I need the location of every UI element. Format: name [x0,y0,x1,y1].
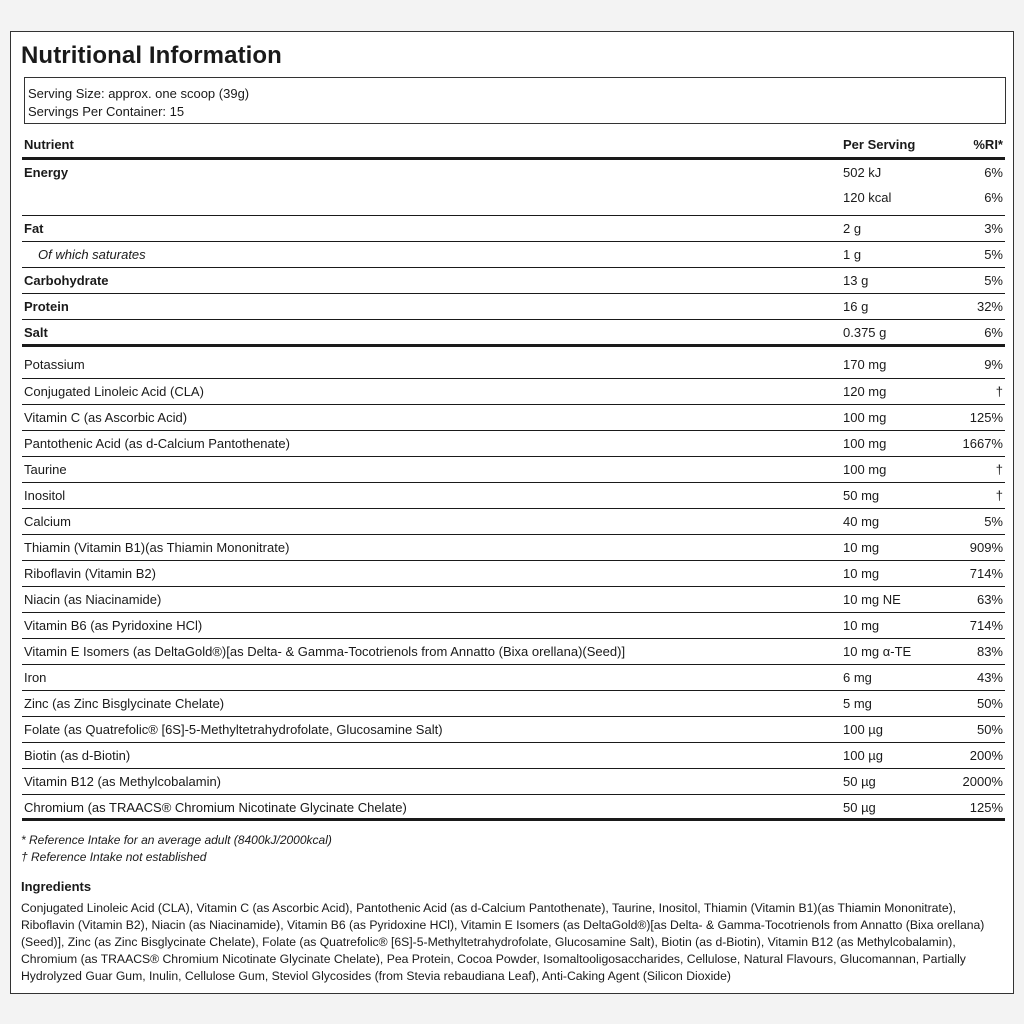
servings-per-container: Servings Per Container: 15 [28,104,185,119]
nutrient-name: Carbohydrate [24,273,109,288]
nutrient-name: Niacin (as Niacinamide) [24,592,162,607]
nutrient-value: 5 mg [843,696,872,711]
table-row [22,665,1005,691]
table-row [22,457,1005,483]
nutrient-value: 13 g [843,273,869,288]
nutrient-name: Riboflavin (Vitamin B2) [24,566,156,581]
nutrient-name: Calcium [24,514,71,529]
nutrient-ri: 63% [976,592,1003,607]
nutrient-ri: 1667% [962,436,1003,451]
footnote-ri: * Reference Intake for an average adult (8400kJ/2000kcal) [21,833,332,847]
nutrient-value: 10 mg NE [843,592,901,607]
nutrient-name: Potassium [24,357,85,372]
nutrient-name: Vitamin C (as Ascorbic Acid) [24,410,188,425]
nutrient-value: 10 mg α-TE [843,644,912,659]
nutrient-ri: 9% [984,357,1003,372]
energy-row [22,160,1005,216]
energy-kj: 502 kJ [843,165,882,180]
header-ri: %RI* [973,137,1003,152]
table-row [22,347,1005,379]
energy-kj-ri: 6% [984,165,1003,180]
nutrient-ri: 32% [976,299,1003,314]
nutrient-name: Salt [24,325,48,340]
table-row [22,483,1005,509]
macro-rows [22,216,1005,347]
table-row [22,743,1005,769]
nutrient-ri: 5% [984,273,1003,288]
nutrient-name: Of which saturates [38,247,146,262]
table-row [22,431,1005,457]
nutrient-value: 1 g [843,247,862,262]
nutrient-ri: 6% [984,325,1003,340]
nutrient-value: 0.375 g [843,325,887,340]
micro-rows [22,347,1005,821]
nutrient-ri: † [995,462,1003,477]
nutrient-value: 50 µg [843,774,876,789]
nutrient-name: Zinc (as Zinc Bisglycinate Chelate) [24,696,225,711]
nutrient-value: 2 g [843,221,862,236]
nutrient-name: Vitamin B6 (as Pyridoxine HCl) [24,618,203,633]
energy-kcal: 120 kcal [843,190,892,205]
table-row [22,613,1005,639]
table-row [22,717,1005,743]
nutrient-ri: 125% [969,410,1003,425]
nutrient-value: 10 mg [843,566,880,581]
nutrient-ri: † [995,488,1003,503]
nutrient-name: Vitamin E Isomers (as DeltaGold®)[as Delta- & Gamma-Tocotrienols from Annatto (Bixa orellana)(Seed)] [24,644,626,659]
table-row [22,405,1005,431]
nutrient-name: Fat [24,221,44,236]
table-row [22,691,1005,717]
table-row [22,509,1005,535]
nutrient-value: 6 mg [843,670,872,685]
table-row [22,320,1005,347]
ingredients-title: Ingredients [21,879,92,894]
footnotes [21,832,332,866]
energy-label: Energy [24,165,69,180]
nutrient-value: 50 µg [843,800,876,815]
nutrient-name: Biotin (as d-Biotin) [24,748,131,763]
nutrient-ri: 714% [969,618,1003,633]
nutrient-ri: 5% [984,247,1003,262]
header-nutrient: Nutrient [24,137,74,152]
nutrient-value: 120 mg [843,384,887,399]
table-row [22,216,1005,242]
nutrient-name: Inositol [24,488,66,503]
nutrient-value: 100 µg [843,722,884,737]
table-row [22,639,1005,665]
nutrient-name: Iron [24,670,47,685]
nutrient-name: Pantothenic Acid (as d-Calcium Pantothenate) [24,436,290,451]
nutrient-value: 100 µg [843,748,884,763]
energy-kcal-ri: 6% [984,190,1003,205]
table-row [22,268,1005,294]
nutrient-name: Conjugated Linoleic Acid (CLA) [24,384,204,399]
nutrition-table [22,131,1005,821]
table-row [22,535,1005,561]
nutrient-name: Taurine [24,462,67,477]
nutrient-value: 100 mg [843,436,887,451]
table-row [22,795,1005,821]
nutrient-ri: 125% [969,800,1003,815]
table-row [22,587,1005,613]
nutrient-ri: 50% [976,722,1003,737]
serving-size: Serving Size: approx. one scoop (39g) [28,86,250,101]
serving-info-box [24,77,1006,124]
nutrition-panel [10,31,1014,994]
nutrient-ri: 909% [969,540,1003,555]
nutrient-ri: 2000% [962,774,1003,789]
nutrient-ri: 43% [976,670,1003,685]
nutrient-value: 100 mg [843,462,887,477]
nutrient-ri: 714% [969,566,1003,581]
table-row [22,561,1005,587]
nutrient-name: Thiamin (Vitamin B1)(as Thiamin Mononitrate) [24,540,290,555]
nutrient-name: Vitamin B12 (as Methylcobalamin) [24,774,222,789]
nutrient-name: Protein [24,299,69,314]
nutrient-value: 100 mg [843,410,887,425]
nutrient-ri: 5% [984,514,1003,529]
table-header-row [22,131,1005,160]
ingredients-text: Conjugated Linoleic Acid (CLA), Vitamin C (as Ascorbic Acid), Pantothenic Acid (as d-Calcium Pantothenate), Taurine, Inositol, Thiamin (Vitamin B1)(as Thiamin Mononitrate), Riboflavin (Vitamin B2), Niacin (as Niacinamide), Vitamin B6 (as Pyridoxine HCl), Vitamin E Isomers (as DeltaGold®)[as Delta- & Gamma-Tocotrienols from Annatto (Bixa orellana)(Seed)], Zinc (as Zinc Bisglycinate Chelate), Folate (as Quatrefolic® [6S]-5-Methyltetrahydrofolate, Glucosamine Salt), Biotin (as d-Biotin), Vitamin B12 (as Methylcobalamin), Chromium (as TRAACS® Chromium Nicotinate Glycinate Chelate), Pea Protein, Cocoa Powder, Isomaltooligosaccharides, Cellulose, Natural Flavours, Glucomannan, Partially Hydrolyzed Guar Gum, Inulin, Cellulose Gum, Steviol Glycosides (from Stevia rebaudiana Leaf), Anti-Caking Agent (Silicon Dioxide) [21,901,985,983]
page-title: Nutritional Information [21,42,282,69]
table-row [22,242,1005,268]
nutrient-ri: 50% [976,696,1003,711]
header-per-serving: Per Serving [843,137,916,152]
nutrient-value: 170 mg [843,357,887,372]
table-row [22,294,1005,320]
nutrient-ri: 3% [984,221,1003,236]
nutrient-ri: † [995,384,1003,399]
nutrient-value: 40 mg [843,514,880,529]
nutrient-value: 50 mg [843,488,880,503]
table-row [22,769,1005,795]
footnote-dagger: † Reference Intake not established [21,850,207,864]
nutrient-name: Folate (as Quatrefolic® [6S]-5-Methyltetrahydrofolate, Glucosamine Salt) [24,722,443,737]
nutrient-ri: 83% [976,644,1003,659]
nutrient-value: 16 g [843,299,869,314]
nutrient-value: 10 mg [843,618,880,633]
nutrient-name: Chromium (as TRAACS® Chromium Nicotinate Glycinate Chelate) [24,800,407,815]
nutrient-value: 10 mg [843,540,880,555]
nutrient-ri: 200% [969,748,1003,763]
table-row [22,379,1005,405]
